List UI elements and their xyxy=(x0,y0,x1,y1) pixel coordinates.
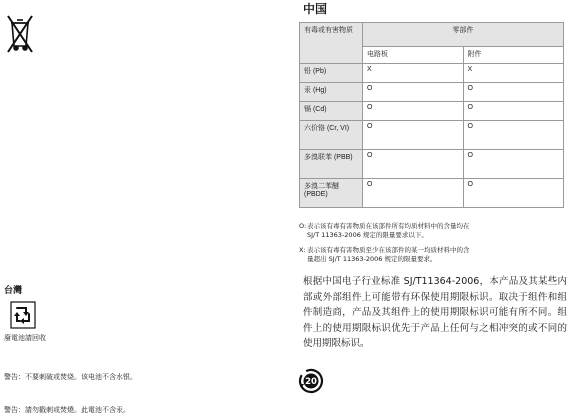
value-cell: X xyxy=(463,64,564,83)
substance-cell: 镉 (Cd) xyxy=(300,102,363,121)
substance-cell: 多溴联苯 (PBB) xyxy=(300,150,363,179)
recycle-label: 廢電池請回收 xyxy=(4,334,46,342)
value-cell: O xyxy=(363,121,464,150)
note-o-line1: 表示该有毒有害物质在该部件所有均质材料中的含量均在 xyxy=(307,222,470,230)
note-x-line2: 量超出 SJ/T 11363-2006 规定的限量要求。 xyxy=(307,255,437,263)
china-section-title: 中国 xyxy=(303,2,328,16)
note-o-mark: O: xyxy=(299,222,307,230)
note-x-line1: 表示该有毒有害物质至少在该部件的某一均质材料中的含 xyxy=(307,246,470,254)
substance-cell: 多溴二苯醚 (PBDE) xyxy=(300,179,363,208)
table-row xyxy=(300,83,564,102)
substance-cell: 铅 (Pb) xyxy=(300,64,363,83)
taiwan-section-title: 台灣 xyxy=(4,286,23,296)
substance-cell: 汞 (Hg) xyxy=(300,83,363,102)
crossed-out-wheelie-bin-icon xyxy=(6,14,34,54)
note-x-legend xyxy=(299,246,564,264)
value-cell: O xyxy=(363,179,464,208)
note-o-line2: SJ/T 11363-2006 规定的限量要求以下。 xyxy=(307,231,428,239)
table-corner-header: 有毒或有害物质 xyxy=(300,23,363,64)
substance-cell: 六价铬 (Cr, VI) xyxy=(300,121,363,150)
table-row xyxy=(300,179,564,208)
value-cell: X xyxy=(363,64,464,83)
efup-statement: 根据中国电子行业标准 SJ/T11364-2006，本产品及其某些内部或外部组件上可能带有环保使用期限标识。取决于组件和组件制造商，产品及其组件上的使用期限标识可能有所不同。组件上的使用期限标识优先于产品上任何与之相冲突的或不同的使用期限标识。 xyxy=(303,276,567,350)
value-cell: O xyxy=(363,150,464,179)
value-cell: O xyxy=(363,83,464,102)
subheader-accessories: 附件 xyxy=(463,47,564,64)
parts-header: 零部件 xyxy=(363,23,564,47)
value-cell: O xyxy=(463,83,564,102)
table-row xyxy=(300,121,564,150)
value-cell: O xyxy=(463,179,564,208)
value-cell: O xyxy=(463,102,564,121)
hazardous-substances-table xyxy=(299,22,564,208)
note-x-mark: X: xyxy=(299,246,306,254)
value-cell: O xyxy=(463,150,564,179)
table-row xyxy=(300,102,564,121)
table-row xyxy=(300,150,564,179)
epup-number: 20 xyxy=(305,377,317,388)
table-row xyxy=(300,64,564,83)
subheader-circuit-board: 电路板 xyxy=(363,47,464,64)
environment-use-period-icon xyxy=(298,368,324,394)
warning-simplified: 警告：不要刺破或焚烧。该电池不含水银。 xyxy=(4,373,137,381)
battery-recycling-icon xyxy=(10,301,36,329)
value-cell: O xyxy=(363,102,464,121)
warning-traditional: 警告：請勿戳刺或焚燒。此電池不含汞。 xyxy=(4,406,130,414)
note-o-legend xyxy=(299,222,564,240)
value-cell: O xyxy=(463,121,564,150)
